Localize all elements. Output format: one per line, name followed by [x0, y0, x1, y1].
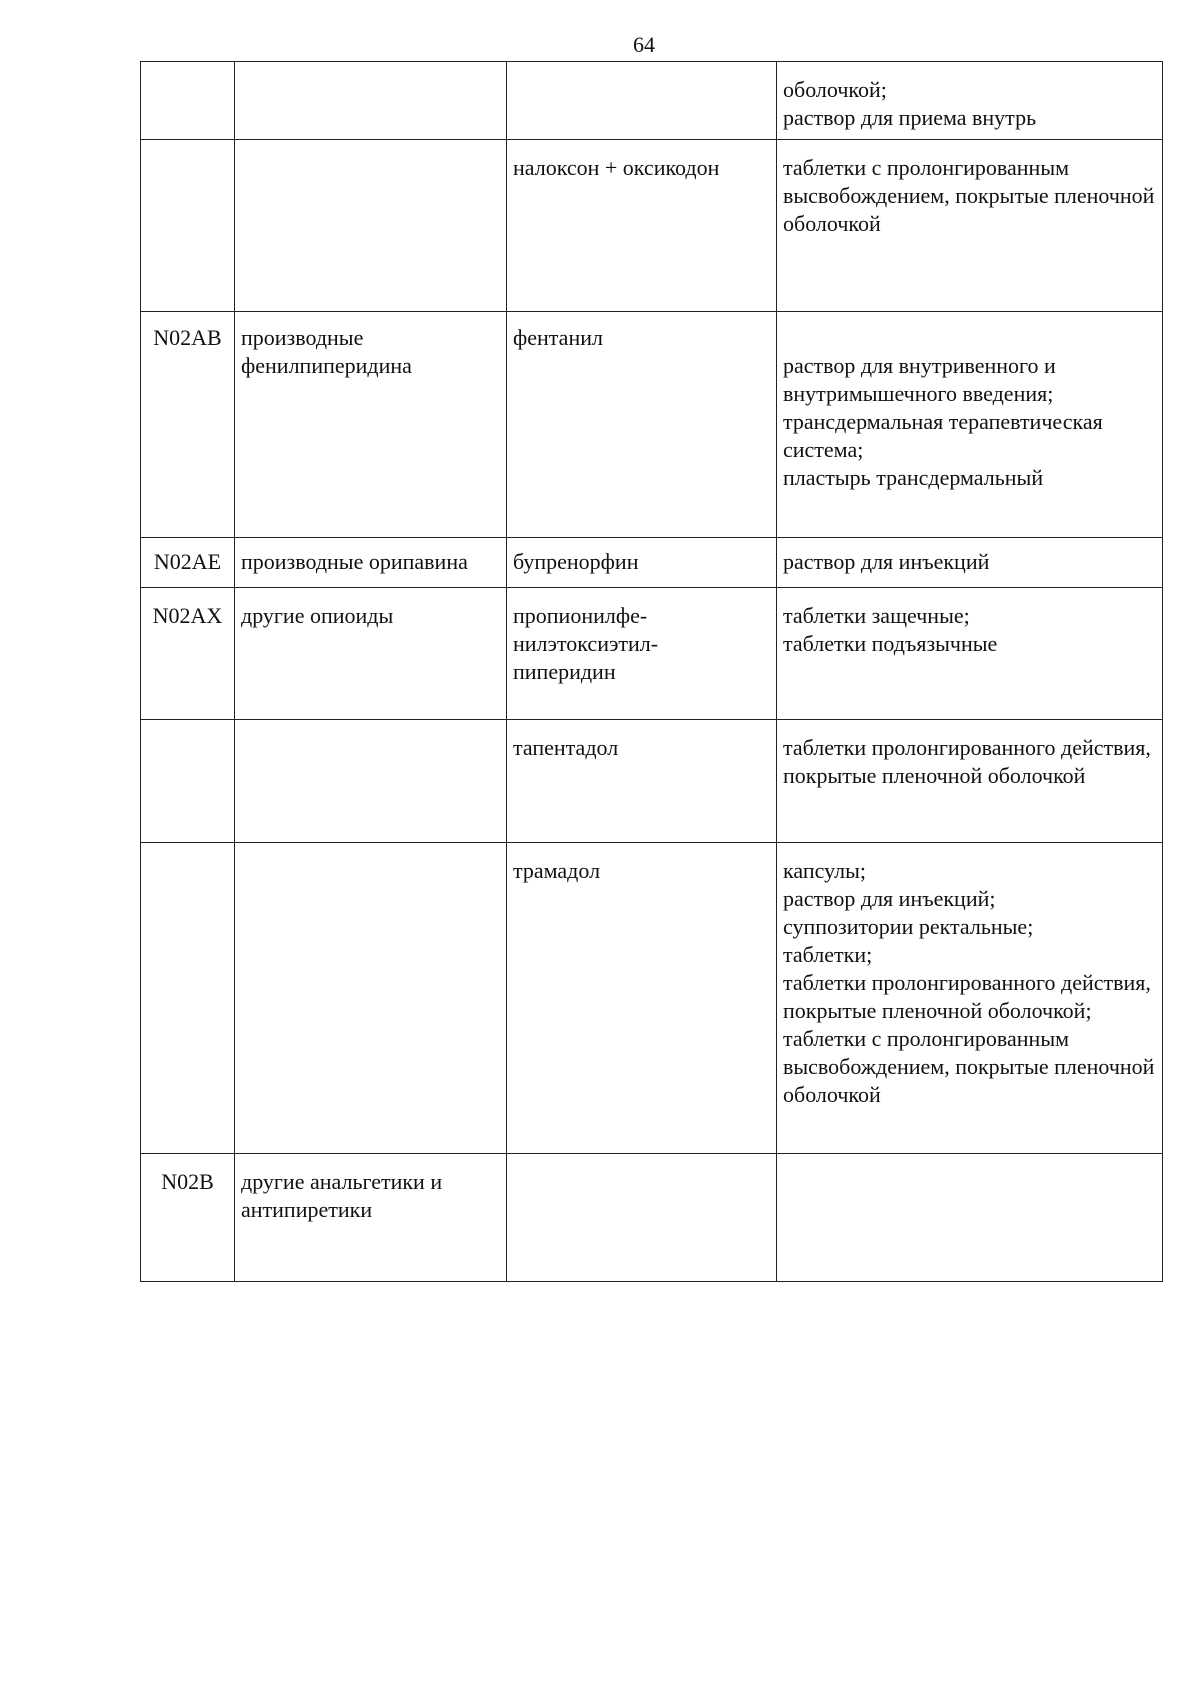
table-row	[141, 312, 1163, 538]
group-cell: другие анальгетики и антипиретики	[235, 1154, 507, 1282]
group-cell	[235, 843, 507, 1154]
forms-cell: таблетки с пролонгированным высвобождением, покрытые пленочной оболочкой	[777, 140, 1163, 312]
drug-cell: тапентадол	[507, 720, 777, 843]
forms-cell: раствор для инъекций	[777, 538, 1163, 588]
atc-code-cell	[141, 140, 235, 312]
forms-cell: капсулы; раствор для инъекций; суппозитории ректальные; таблетки; таблетки пролонгированного действия, покрытые пленочной оболочкой; таблетки с пролонгированным высвобождением, покрытые пленочной оболочкой	[777, 843, 1163, 1154]
table-row	[141, 720, 1163, 843]
group-cell: производные орипавина	[235, 538, 507, 588]
drug-cell: пропионилфе- нилэтоксиэтил- пиперидин	[507, 588, 777, 720]
forms-cell: таблетки пролонгированного действия, покрытые пленочной оболочкой	[777, 720, 1163, 843]
forms-cell: таблетки защечные; таблетки подъязычные	[777, 588, 1163, 720]
forms-cell: раствор для внутривенного и внутримышечного введения; трансдермальная терапевтическая система; пластырь трансдермальный	[777, 312, 1163, 538]
group-cell	[235, 62, 507, 140]
table-row	[141, 588, 1163, 720]
page-number: 64	[633, 32, 655, 57]
atc-code-cell: N02B	[141, 1154, 235, 1282]
atc-code-cell: N02AX	[141, 588, 235, 720]
table-row	[141, 843, 1163, 1154]
drug-cell	[507, 1154, 777, 1282]
table-row	[141, 538, 1163, 588]
drug-cell: трамадол	[507, 843, 777, 1154]
atc-code-cell: N02AB	[141, 312, 235, 538]
drug-cell: фентанил	[507, 312, 777, 538]
table-row	[141, 62, 1163, 140]
forms-cell	[777, 1154, 1163, 1282]
forms-cell: оболочкой; раствор для приема внутрь	[777, 62, 1163, 140]
group-cell: другие опиоиды	[235, 588, 507, 720]
atc-code-cell	[141, 62, 235, 140]
atc-code-cell	[141, 720, 235, 843]
drug-table	[140, 61, 1163, 1282]
group-cell: производные фенилпиперидина	[235, 312, 507, 538]
drug-cell: бупренорфин	[507, 538, 777, 588]
table-row	[141, 140, 1163, 312]
atc-code-cell	[141, 843, 235, 1154]
table-row	[141, 1154, 1163, 1282]
group-cell	[235, 140, 507, 312]
atc-code-cell: N02AE	[141, 538, 235, 588]
drug-cell: налоксон + оксикодон	[507, 140, 777, 312]
group-cell	[235, 720, 507, 843]
drug-cell	[507, 62, 777, 140]
